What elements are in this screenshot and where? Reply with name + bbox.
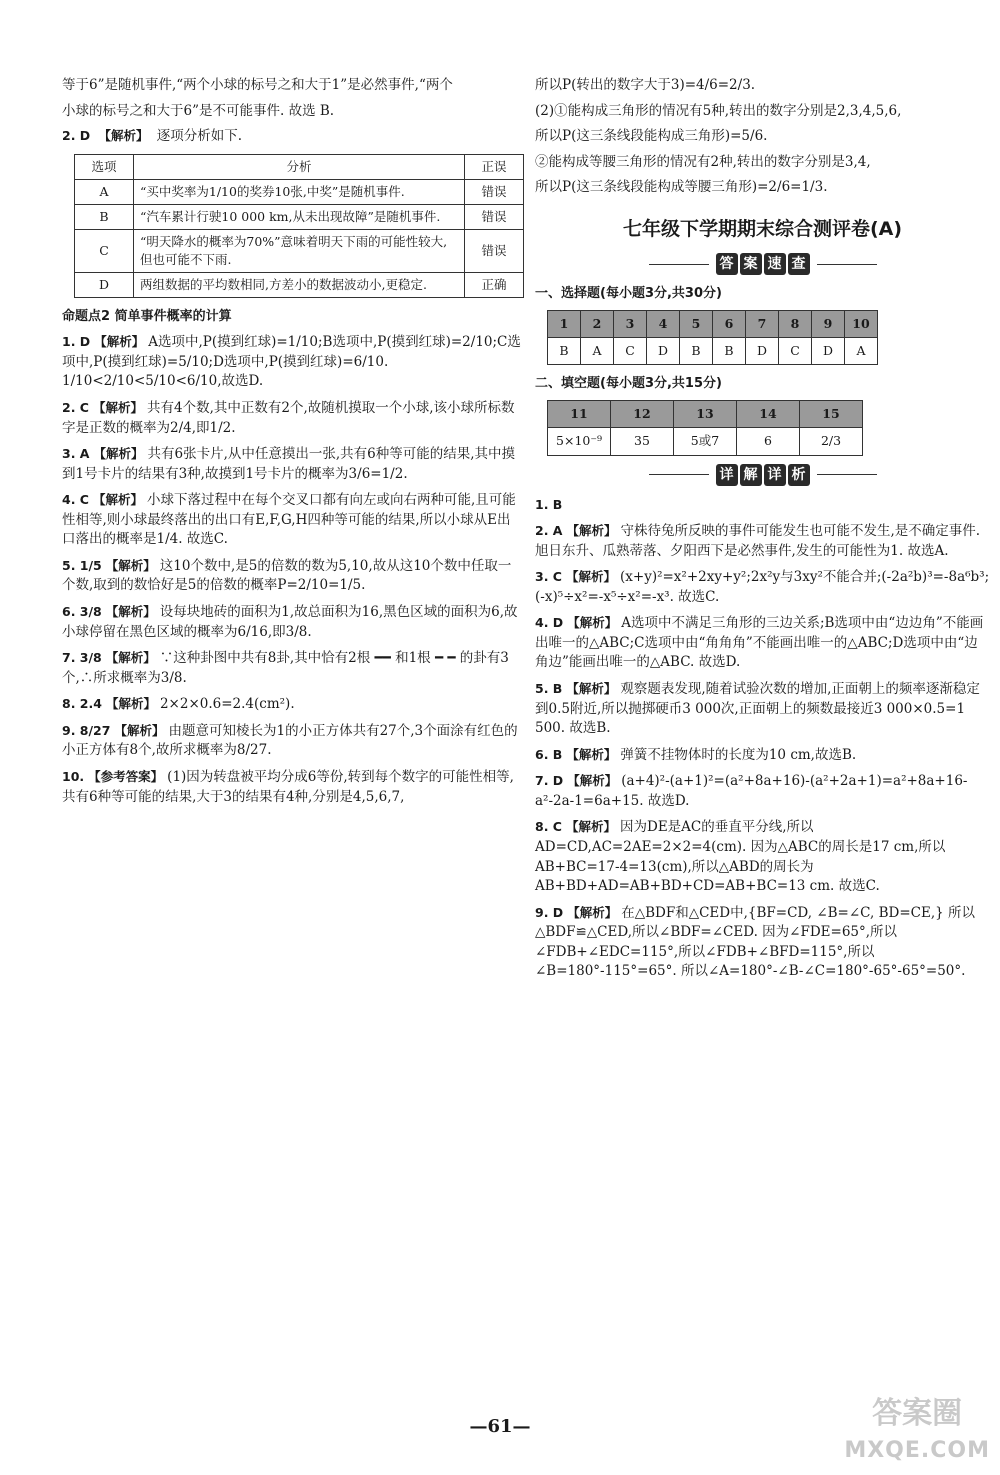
answer-text: 设每块地砖的面积为1,故总面积为16,黑色区域的面积为6,故小球停留在黑色区域的概率为6/16,即3/8. — [62, 604, 518, 640]
analysis-tag: 【解析】 — [565, 569, 616, 585]
answer-item — [62, 491, 522, 550]
answer-number: 4. D — [535, 615, 564, 631]
answer-cell: 6 — [737, 428, 800, 455]
answer-item — [62, 722, 522, 761]
answer-text: 这10个数中,是5的倍数的数为5,10,故从这10个数中任取一个数,取到的数恰好是5的倍数的概率P=2/10=1/5. — [62, 557, 512, 594]
answer-item — [62, 768, 522, 807]
answer-number: 7. 3/8 — [62, 650, 102, 666]
answer-number: 4. C — [62, 492, 89, 508]
answer-text: 观察题表发现,随着试验次数的增加,正面朝上的频率逐渐稳定到0.5附近,所以抛掷硬币3 000次,正面朝上的频数最接近3 000×0.5=1 500. 故选B. — [535, 681, 980, 737]
answer-number: 8. 2.4 — [62, 696, 102, 712]
answer-item — [62, 333, 522, 392]
answer-number: 1. D — [62, 334, 91, 350]
question-number-cell: 13 — [674, 401, 737, 428]
analysis-tag: 【解析】 — [567, 904, 618, 920]
right-answer-list — [535, 496, 990, 982]
exam-title: 七年级下学期期末综合测评卷(A) — [622, 217, 903, 240]
table-row — [75, 273, 524, 298]
answer-item — [62, 399, 522, 438]
answer-cell: D — [812, 338, 845, 365]
table-row — [75, 179, 524, 204]
answer-item — [62, 649, 522, 688]
answer-text: 共有6张卡片,从中任意摸出一张,共有6种等可能的结果,其中摸到1号卡片的结果有3种,故摸到1号卡片的概率为3/6=1/2. — [62, 446, 516, 482]
answer-item — [535, 568, 990, 607]
question-number-cell: 6 — [713, 311, 746, 338]
right-column — [535, 76, 990, 989]
answer-item — [62, 603, 522, 642]
answer-cell: B — [548, 338, 581, 365]
answer-text: 因为DE是AC的垂直平分线,所以AD=CD,AC=2AE=2×2=4(cm). 因为△ABC的周长是17 cm,所以AB+BC=17-4=13(cm),所以△ABD的周长为AB+BD+AD=AB+BD+CD=AB+BC=13 cm. 故选C. — [535, 819, 946, 895]
analysis-tag: 【解析】 — [105, 604, 156, 620]
analysis-tag: 【解析】 — [567, 615, 618, 631]
answer-number: 6. 3/8 — [62, 604, 102, 620]
analysis-cell: 两组数据的平均数相同,方差小的数据波动小,更稳定. — [134, 273, 465, 298]
answer-number: 3. A — [62, 446, 90, 462]
banner-char: 详 — [716, 464, 738, 486]
answer-text: A选项中不满足三角形的三边关系;B选项中由“边边角”不能画出唯一的△ABC;C选项中由“角角角”不能画出唯一的△ABC;D选项中由“边角边”能画出唯一的△ABC. 故选D. — [535, 615, 984, 671]
answer-text: A选项中,P(摸到红球)=1/10;B选项中,P(摸到红球)=2/10;C选项中,P(摸到红球)=5/10;D选项中,P(摸到红球)=6/10. 1/10<2/10<5/10<6/10,故选D. — [62, 334, 521, 390]
analysis-tag: 【解析】 — [565, 819, 616, 835]
answer-number: 7. D — [535, 773, 564, 789]
analysis-table — [74, 154, 524, 299]
table-row — [548, 428, 863, 455]
question-number-cell: 15 — [800, 401, 863, 428]
page-number: —61— — [469, 1416, 531, 1437]
table-row — [75, 204, 524, 229]
answer-text: 逐项分析如下. — [156, 128, 243, 145]
answer-number: 9. 8/27 — [62, 722, 111, 738]
answer-text: 由题意可知棱长为1的小正方体共有27个,3个面涂有红色的小正方体有8个,故所求概率为8/27. — [62, 722, 518, 759]
answer-cell: C — [614, 338, 647, 365]
answer-number: 3. C — [535, 569, 562, 585]
analysis-cell: “汽车累计行驶10 000 km,从未出现故障”是随机事件. — [134, 204, 465, 229]
question-number-cell: 9 — [812, 311, 845, 338]
question-number-cell: 14 — [737, 401, 800, 428]
analysis-tag: 【解析】 — [94, 334, 145, 350]
answer-number: 8. C — [535, 819, 562, 835]
text-line: 所以P(这三条线段能构成三角形)=5/6. — [535, 128, 768, 145]
answer-number: 10. — [62, 768, 85, 784]
option-cell: D — [75, 273, 134, 298]
answer-cell: 5或7 — [674, 428, 737, 455]
table-row — [548, 338, 878, 365]
answer-item — [62, 445, 522, 484]
analysis-tag: 【解析】 — [98, 128, 149, 144]
watermark-text: MXQE.COM — [844, 1438, 990, 1464]
answer-cell: 2/3 — [800, 428, 863, 455]
question-number-cell: 7 — [746, 311, 779, 338]
answer-number: 1. B — [535, 496, 563, 512]
answer-text: 在△BDF和△CED中,{BF=CD, ∠B=∠C, BD=CE,} 所以△BDF≌△CED,所以∠BDF=∠CED. 因为∠FDE=65°,所以∠FDB+∠EDC=115°,所以∠FDB+∠BFD=115°,所以∠B=180°-115°=65°. 所以∠A=180°-∠B-∠C=180°-65°-65°=50°. — [535, 904, 976, 980]
analysis-tag: 【解析】 — [567, 773, 618, 789]
watermark-text: 答案圈 — [872, 1395, 963, 1431]
table-header: 分析 — [134, 154, 465, 179]
answer-item — [535, 496, 990, 516]
question-2-head — [62, 127, 522, 147]
answer-number: 6. B — [535, 746, 563, 762]
table-row — [548, 401, 863, 428]
answer-quick-check-banner — [535, 253, 990, 275]
intro-line: 等于6”是随机事件,“两个小球的标号之和大于1”是必然事件,“两个 — [62, 77, 453, 93]
divider — [817, 264, 877, 265]
verdict-cell: 错误 — [465, 230, 524, 273]
analysis-tag: 【解析】 — [105, 557, 156, 573]
detailed-analysis-banner — [535, 464, 990, 486]
answer-item — [535, 904, 990, 982]
option-cell: C — [75, 230, 134, 273]
text-line: (2)①能构成三角形的情况有5种,转出的数字分别是2,3,4,5,6, — [535, 102, 902, 119]
banner-char: 解 — [740, 464, 762, 486]
answer-text: 守株待兔所反映的事件可能发生也可能不发生,是不确定事件. 旭日东升、瓜熟蒂落、夕阳西下是必然事件,发生的可能性为1. 故选A. — [535, 523, 981, 559]
analysis-tag: 【解析】 — [93, 446, 144, 462]
section-heading: 命题点2 简单事件概率的计算 — [62, 309, 232, 325]
divider — [649, 264, 709, 265]
table-row — [548, 311, 878, 338]
answer-text: 弹簧不挂物体时的长度为10 cm,故选B. — [620, 746, 857, 763]
answer-item — [535, 680, 990, 739]
analysis-tag: 【解析】 — [105, 696, 156, 712]
question-number-cell: 5 — [680, 311, 713, 338]
answer-cell: 35 — [611, 428, 674, 455]
analysis-tag: 【解析】 — [92, 399, 143, 415]
question-number-cell: 11 — [548, 401, 611, 428]
question-number-cell: 12 — [611, 401, 674, 428]
analysis-tag: 【解析】 — [105, 650, 156, 666]
answer-text: ∵这种卦图中共有8卦,其中恰有2根 ━━ 和1根 ━ ━ 的卦有3个,∴所求概率为3/8. — [62, 650, 509, 686]
answer-cell: B — [713, 338, 746, 365]
choice-answer-table — [547, 310, 878, 365]
table-header: 正误 — [465, 154, 524, 179]
option-cell: A — [75, 179, 134, 204]
divider — [817, 474, 877, 475]
answer-number: 5. B — [535, 681, 563, 697]
answer-text: 共有4个数,其中正数有2个,故随机摸取一个小球,该小球所标数字是正数的概率为2/4,即1/2. — [62, 399, 515, 436]
answer-text: (1)因为转盘被平均分成6等份,转到每个数字的可能性相等,共有6种等可能的结果,大于3的结果有4种,分别是4,5,6,7, — [62, 768, 514, 805]
answer-item — [62, 695, 522, 715]
banner-char: 查 — [788, 253, 810, 275]
answer-number: 5. 1/5 — [62, 557, 102, 573]
fill-heading: 二、填空题(每小题3分,共15分) — [535, 376, 722, 392]
answer-item — [535, 818, 990, 896]
answer-number: 9. D — [535, 904, 564, 920]
answer-text: 小球下落过程中在每个交叉口都有向左或向右两种可能,且可能性相等,则小球最终落出的出口有E,F,G,H四种等可能的结果,所以小球从E出口落出的概率是1/4. 故选C. — [62, 492, 516, 548]
option-cell: B — [75, 204, 134, 229]
text-line: 所以P(转出的数字大于3)=4/6=2/3. — [535, 77, 756, 93]
text-line: ②能构成等腰三角形的情况有2种,转出的数字分别是3,4, — [535, 153, 871, 170]
fill-answer-table — [547, 400, 863, 455]
left-answer-list — [62, 333, 522, 807]
divider — [649, 474, 709, 475]
question-number-cell: 4 — [647, 311, 680, 338]
answer-text: (a+4)²-(a+1)²=(a²+8a+16)-(a²+2a+1)=a²+8a+16-a²-2a-1=6a+15. 故选D. — [535, 773, 968, 809]
answer-number: 2. A — [535, 523, 563, 539]
answer-cell: A — [581, 338, 614, 365]
answer-cell: D — [647, 338, 680, 365]
answer-item — [535, 522, 990, 561]
banner-char: 速 — [764, 253, 786, 275]
table-header: 选项 — [75, 154, 134, 179]
answer-item — [535, 614, 990, 673]
banner-char: 答 — [716, 253, 738, 275]
banner-char: 析 — [788, 464, 810, 486]
answer-cell: C — [779, 338, 812, 365]
question-number-cell: 2 — [581, 311, 614, 338]
analysis-tag: 【解析】 — [114, 722, 165, 738]
question-number-cell: 1 — [548, 311, 581, 338]
question-number-cell: 10 — [845, 311, 878, 338]
intro-line: 小球的标号之和大于6”是不可能事件. 故选 B. — [62, 102, 335, 119]
analysis-tag: 【解析】 — [566, 746, 617, 762]
answer-item — [535, 746, 990, 766]
question-number-cell: 8 — [779, 311, 812, 338]
answer-item — [535, 772, 990, 811]
analysis-tag: 【解析】 — [566, 523, 617, 539]
answer-number: 2. D — [62, 128, 91, 144]
analysis-cell: “明天降水的概率为70%”意味着明天下雨的可能性较大,但也可能不下雨. — [134, 230, 465, 273]
watermark-logo — [844, 1392, 990, 1467]
verdict-cell: 错误 — [465, 204, 524, 229]
answer-text: (x+y)²=x²+2xy+y²;2x²y与3xy²不能合并;(-2a²b)³=-8a⁶b³;(-x)⁵÷x²=-x⁵÷x²=-x³. 故选C. — [535, 569, 990, 605]
table-row — [75, 230, 524, 273]
answer-cell: 5×10⁻⁹ — [548, 428, 611, 455]
answer-text: 2×2×0.6=2.4(cm²). — [159, 696, 295, 713]
left-column — [62, 76, 522, 814]
banner-char: 详 — [764, 464, 786, 486]
text-line: 所以P(这三条线段能构成等腰三角形)=2/6=1/3. — [535, 179, 828, 196]
choice-heading: 一、选择题(每小题3分,共30分) — [535, 286, 722, 302]
analysis-cell: “买中奖率为1/10的奖券10张,中奖”是随机事件. — [134, 179, 465, 204]
analysis-tag: 【参考答案】 — [88, 768, 164, 784]
analysis-tag: 【解析】 — [92, 492, 143, 508]
analysis-tag: 【解析】 — [566, 681, 617, 697]
verdict-cell: 错误 — [465, 179, 524, 204]
answer-cell: D — [746, 338, 779, 365]
question-number-cell: 3 — [614, 311, 647, 338]
answer-cell: B — [680, 338, 713, 365]
verdict-cell: 正确 — [465, 273, 524, 298]
banner-char: 案 — [740, 253, 762, 275]
answer-cell: A — [845, 338, 878, 365]
answer-number: 2. C — [62, 399, 89, 415]
answer-item — [62, 557, 522, 596]
